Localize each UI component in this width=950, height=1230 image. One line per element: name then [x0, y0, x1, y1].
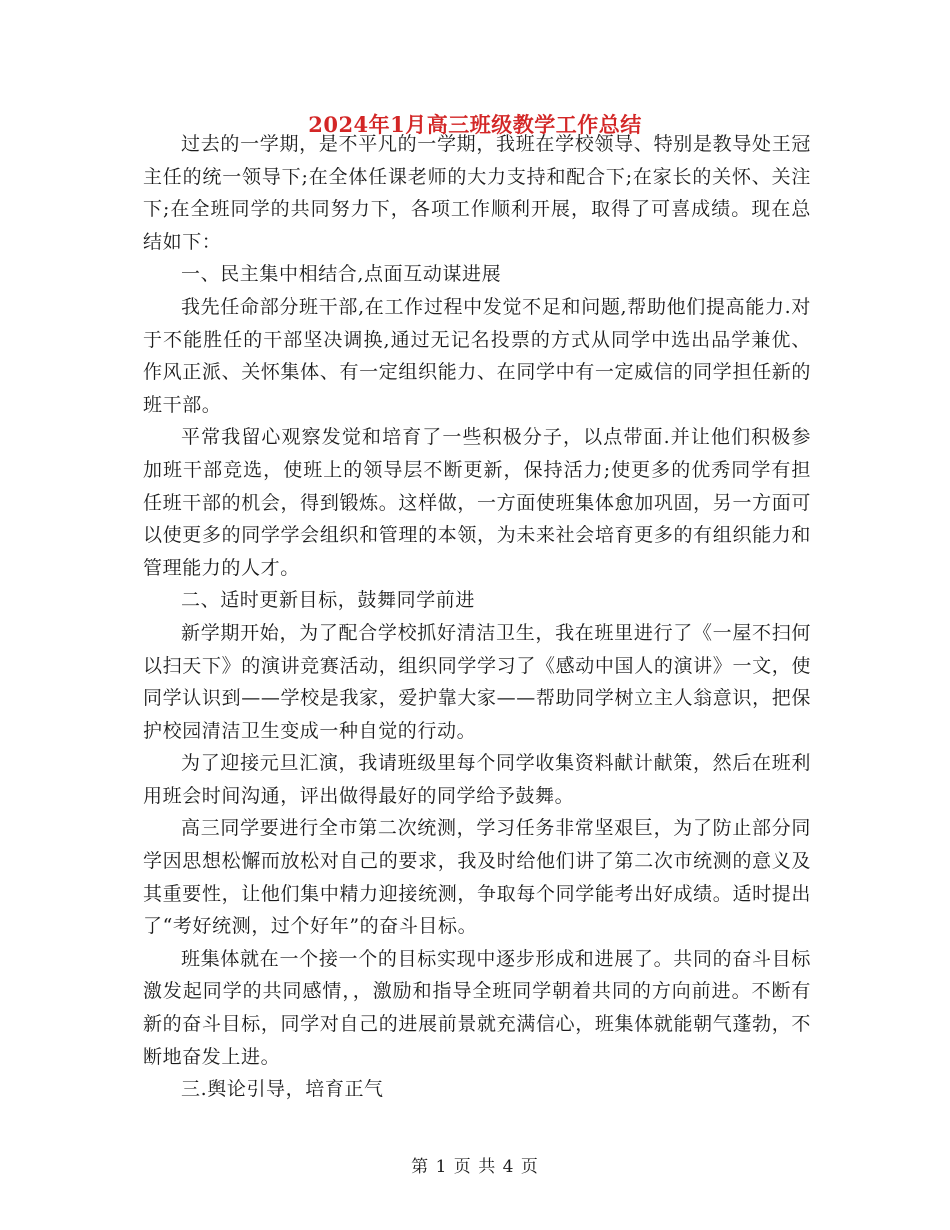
document-body [143, 128, 811, 1106]
section-heading-2: 二、适时更新目标，鼓舞同学前进 [181, 589, 476, 612]
paragraph: 班集体就在一个接一个的目标实现中逐步形成和进展了。共同的奋斗目标激发起同学的共同感情，，激励和指导全班同学朝着共同的方向前进。不断有新的奋斗目标，同学对自己的进展前景就充满信心，班集体就能朝气蓬勃，不断地奋发上进。 [143, 947, 811, 1068]
paragraph: 高三同学要进行全市第二次统测，学习任务非常坚艰巨，为了防止部分同学因思想松懈而放松对自己的要求，我及时给他们讲了第二次市统测的意义及其重要性，让他们集中精力迎接统测，争取每个同学能考出好成绩。适时提出了“考好统测，过个好年”的奋斗目标。 [143, 817, 811, 938]
paragraph: 我先任命部分班干部,在工作过程中发觉不足和问题,帮助他们提高能力.对于不能胜任的干部坚决调换,通过无记名投票的方式从同学中选出品学兼优、作风正派、关怀集体、有一定组织能力、在同学中有一定威信的同学担任新的班干部。 [143, 295, 811, 416]
paragraph: 为了迎接元旦汇演，我请班级里每个同学收集资料献计献策，然后在班利用班会时间沟通，评出做得最好的同学给予鼓舞。 [143, 752, 811, 807]
paragraph: 平常我留心观察发觉和培育了一些积极分子，以点带面.并让他们积极参加班干部竞选，使班上的领导层不断更新，保持活力;使更多的优秀同学有担任班干部的机会，得到锻炼。这样做，一方面使班集体愈加巩固，另一方面可以使更多的同学学会组织和管理的本领，为未来社会培育更多的有组织能力和管理能力的人才。 [143, 426, 811, 579]
page-number-footer: 第 1 页 共 4 页 [411, 1157, 539, 1177]
paragraph-intro: 过去的一学期，是不平凡的一学期，我班在学校领导、特别是教导处王冠主任的统一领导下;在全体任课老师的大力支持和配合下;在家长的关怀、关注下;在全班同学的共同努力下，各项工作顺利开展，取得了可喜成绩。现在总结如下： [143, 133, 811, 253]
paragraph: 新学期开始，为了配合学校抓好清洁卫生，我在班里进行了《一屋不扫何以扫天下》的演讲竞赛活动，组织同学学习了《感动中国人的演讲》一文，使同学认识到——学校是我家，爱护靠大家——帮助同学树立主人翁意识，把保护校园清洁卫生变成一种自觉的行动。 [143, 621, 811, 742]
section-heading-3: 三.舆论引导，培育正气 [181, 1078, 384, 1101]
section-heading-1: 一、民主集中相结合,点面互动谋进展 [181, 263, 502, 286]
document-title: 2024年1月高三班级教学工作总结 [308, 112, 642, 137]
